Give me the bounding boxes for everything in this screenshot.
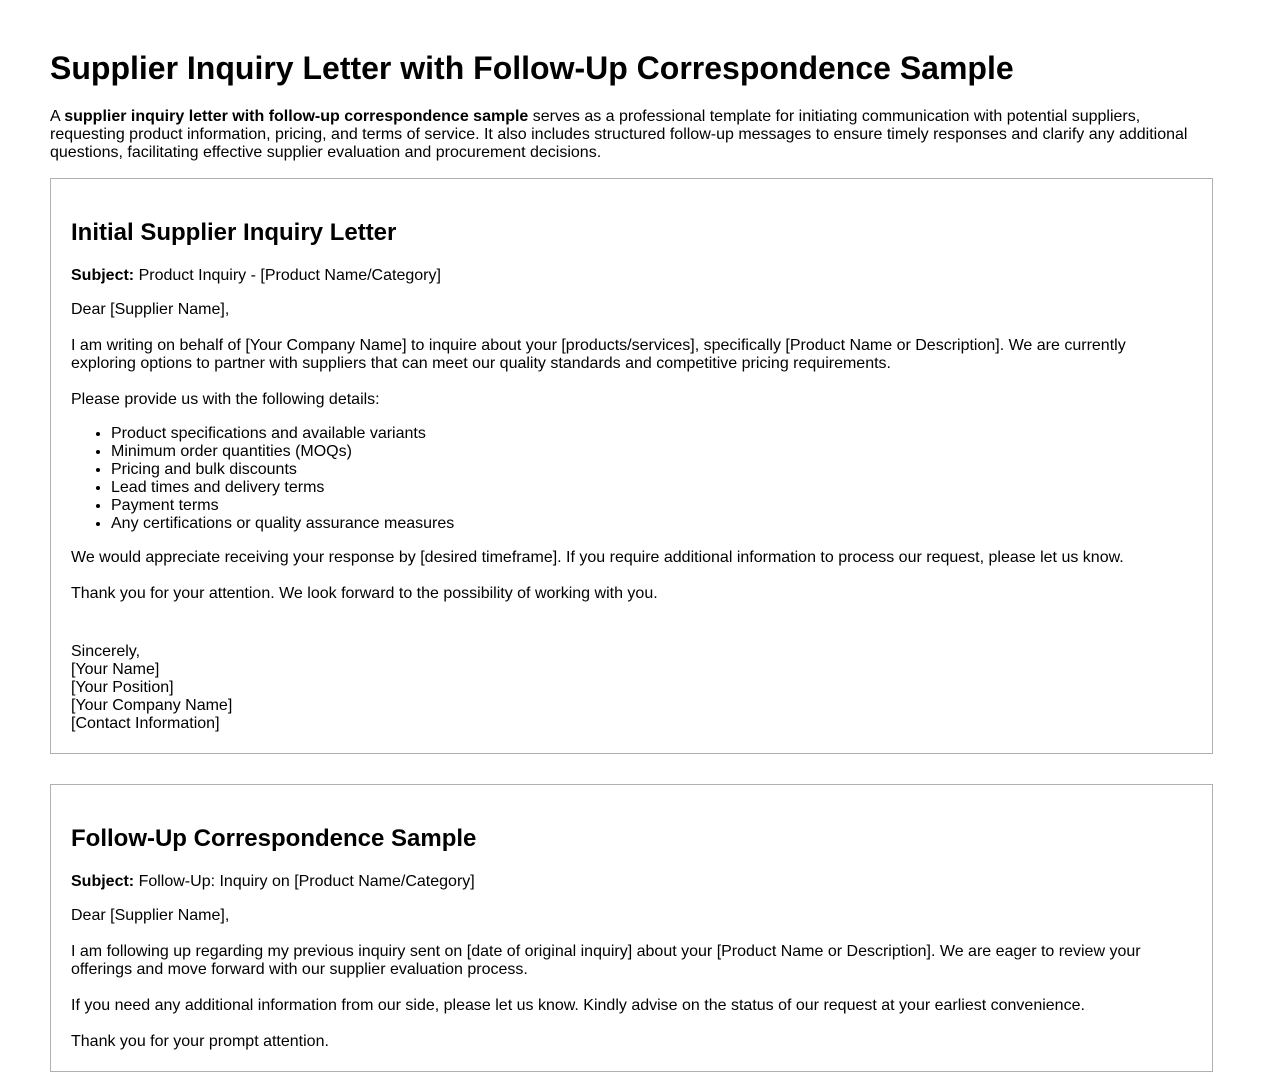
followup-paragraph-2: If you need any additional information from our side, please let us know. Kindly advise on the status of our request at your earliest convenience. (71, 997, 1085, 1014)
signature-company: [Your Company Name] (71, 697, 233, 714)
list-item: • Minimum order quantities (MOQs) (111, 443, 1192, 461)
initial-letter-box (50, 178, 1213, 754)
followup-paragraph-3: Thank you for your prompt attention. (71, 1033, 329, 1050)
initial-greeting: Dear [Supplier Name], (71, 301, 230, 318)
details-list (71, 425, 1192, 533)
signature-position: [Your Position] (71, 679, 174, 696)
signature-closing: Sincerely, (71, 643, 141, 660)
intro-bold: supplier inquiry letter with follow-up correspondence sample (64, 108, 529, 125)
intro-prefix: A (50, 108, 65, 125)
followup-letter-box (50, 784, 1213, 1072)
initial-subject-line (71, 267, 1192, 285)
page-title: Supplier Inquiry Letter with Follow-Up Correspondence Sample (50, 50, 1014, 86)
followup-letter-heading: Follow-Up Correspondence Sample (71, 825, 477, 852)
initial-subject-label: Subject: (71, 267, 135, 284)
followup-subject-value: Follow-Up: Inquiry on [Product Name/Category] (134, 873, 475, 890)
intro-rest: serves as a professional template for initiating communication with potential suppliers, requesting product information, pricing, and terms of service. It also includes structured follow-up messages to ensure timely responses and clarify any additional questions, facilitating effective supplier evaluation and procurement decisions. (50, 108, 1188, 161)
followup-subject-line (71, 873, 1192, 891)
followup-paragraph-1: I am following up regarding my previous inquiry sent on [date of original inquiry] about your [Product Name or Description]. We are eager to review your offerings and move forward with our supplier evaluation process. (71, 943, 1141, 978)
initial-paragraph-2: Please provide us with the following details: (71, 391, 380, 408)
signature-name: [Your Name] (71, 661, 160, 678)
list-item: • Pricing and bulk discounts (111, 461, 1192, 479)
followup-subject-label: Subject: (71, 873, 135, 890)
list-item: • Payment terms (111, 497, 1192, 515)
list-item: • Lead times and delivery terms (111, 479, 1192, 497)
initial-subject-value: Product Inquiry - [Product Name/Category] (134, 267, 441, 284)
initial-paragraph-4: Thank you for your attention. We look forward to the possibility of working with you. (71, 585, 658, 602)
list-item: • Any certifications or quality assurance measures (111, 515, 1192, 533)
initial-letter-heading: Initial Supplier Inquiry Letter (71, 219, 397, 246)
initial-paragraph-1: I am writing on behalf of [Your Company Name] to inquire about your [products/services], specifically [Product Name or Description]. We are currently exploring options to partner with suppliers that can meet our quality standards and competitive pricing requirements. (71, 337, 1126, 372)
signature-contact: [Contact Information] (71, 715, 220, 732)
followup-greeting: Dear [Supplier Name], (71, 907, 230, 924)
initial-paragraph-3: We would appreciate receiving your response by [desired timeframe]. If you require additional information to process our request, please let us know. (71, 549, 1124, 566)
signature-block (71, 643, 1192, 733)
intro-paragraph (50, 108, 1213, 162)
list-item: • Product specifications and available variants (111, 425, 1192, 443)
